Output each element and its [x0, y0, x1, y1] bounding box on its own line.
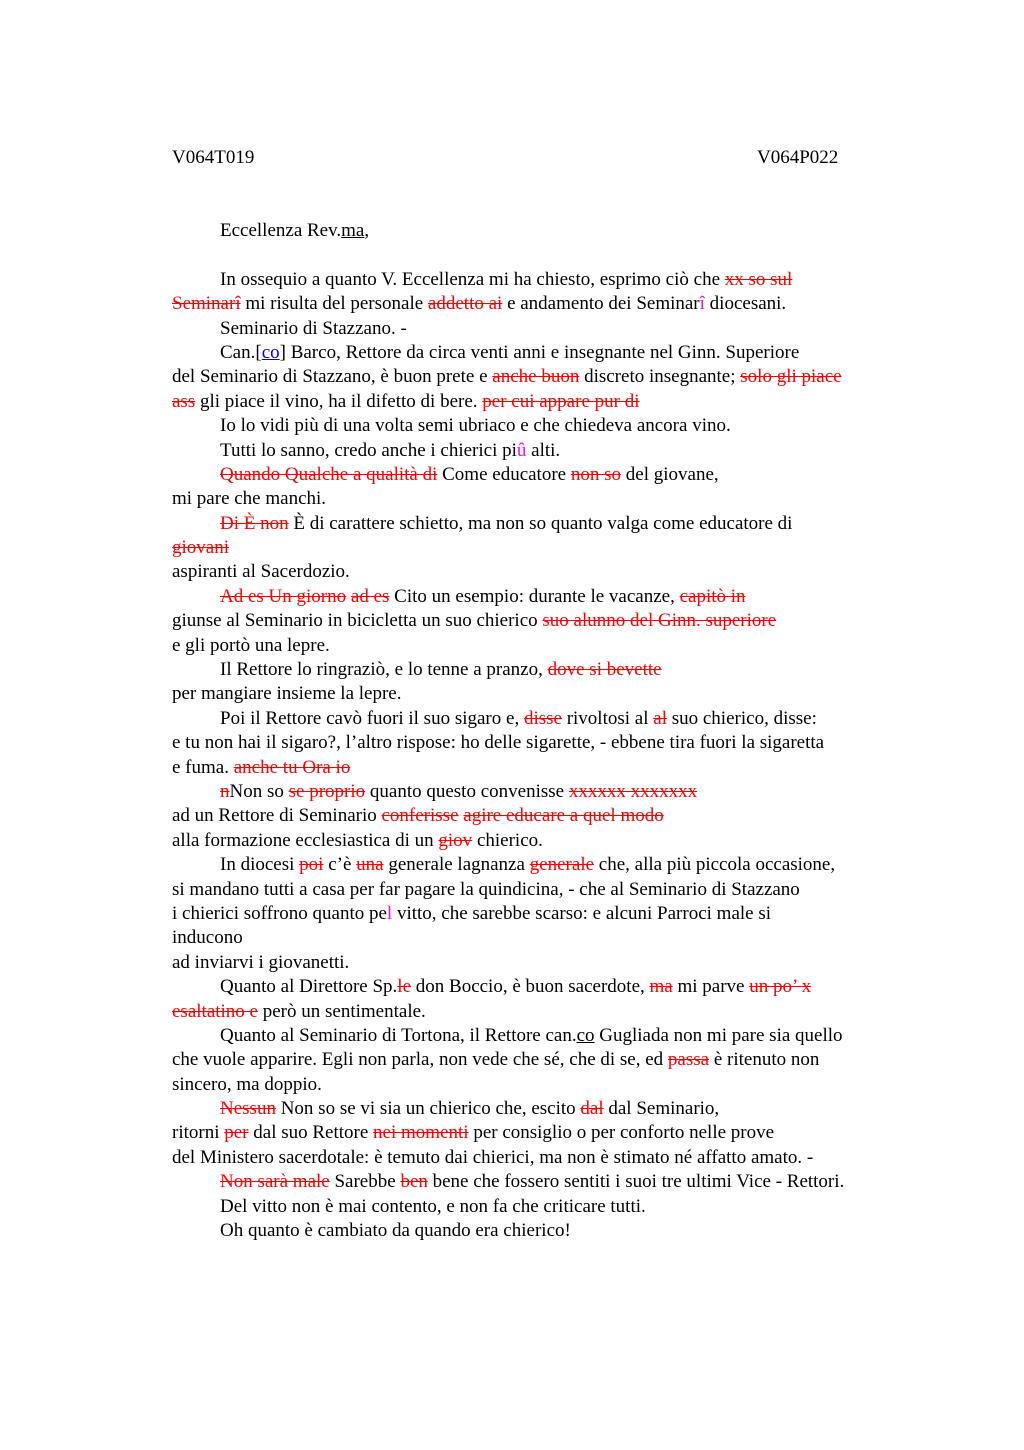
- letter-body: [172, 219, 912, 1243]
- letter-line: [172, 1024, 912, 1048]
- bracketed-insertion: co: [261, 341, 280, 363]
- text-run: che vuole apparire. Egli non parla, non vede che sé, che di se, ed: [172, 1049, 668, 1071]
- letter-line: [172, 390, 912, 414]
- deleted-text: dove si bevette: [547, 659, 662, 681]
- text-run: Sarebbe: [329, 1171, 401, 1193]
- document-code: V064T019: [172, 147, 255, 168]
- superscript-abbrev: co: [576, 1024, 595, 1046]
- deleted-text: xx so sul: [724, 268, 793, 290]
- deleted-text: poi: [299, 854, 324, 876]
- letter-line: [172, 658, 912, 682]
- text-run: si mandano tutti a casa per far pagare la quindicina, - che al Seminario di Stazzano: [172, 878, 800, 900]
- text-run: i chierici soffrono quanto pe: [172, 902, 387, 924]
- deleted-text: generale: [529, 854, 595, 876]
- text-run: Non so se vi sia un chierico che, escito: [275, 1098, 581, 1120]
- text-run: ad un Rettore di Seminario: [172, 805, 382, 827]
- text-run: Poi il Rettore cavò fuori il suo sigaro e,: [220, 707, 524, 729]
- letter-line: [172, 634, 912, 658]
- letter-line: [172, 682, 912, 706]
- text-run: aspiranti al Sacerdozio.: [172, 561, 350, 583]
- text-run: del giovane,: [621, 463, 719, 485]
- inserted-char: l: [386, 902, 393, 924]
- deleted-text: giovani: [172, 537, 229, 559]
- letter-line: [172, 1170, 912, 1194]
- letter-line: [172, 926, 912, 950]
- text-run: che, alla più piccola occasione,: [594, 854, 836, 876]
- deleted-text: solo gli piace: [740, 366, 842, 388]
- page-code: V064P022: [757, 147, 839, 168]
- deleted-text: n: [220, 780, 230, 802]
- letter-line: [172, 902, 912, 926]
- inserted-char: î: [699, 293, 705, 315]
- text-run: chierico.: [472, 829, 543, 851]
- text-run: ad inviarvi i giovanetti.: [172, 951, 350, 973]
- letter-line: [172, 1048, 912, 1072]
- text-run: per mangiare insieme la lepre.: [172, 683, 402, 705]
- deleted-text: Non sarà male: [220, 1171, 330, 1193]
- letter-line: [172, 878, 912, 902]
- letter-line: [172, 414, 912, 438]
- text-run: vitto, che sarebbe scarso: e alcuni Parroci male si: [392, 902, 772, 924]
- deleted-text: nei momenti: [373, 1122, 469, 1144]
- deleted-text: una: [356, 854, 384, 876]
- letter-line: [172, 341, 912, 365]
- letter-line: [172, 1121, 912, 1145]
- letter-line: [172, 756, 912, 780]
- text-run: Quanto al Direttore Sp.: [220, 976, 398, 998]
- letter-line: [172, 975, 912, 999]
- letter-line: [172, 1073, 912, 1097]
- text-run: Gugliada non mi pare sia quello: [594, 1024, 843, 1046]
- letter-line: [172, 219, 912, 243]
- text-run: e tu non hai il sigaro?, l’altro rispose: ho delle sigarette, - ebbene tira fuori la sigaretta: [172, 732, 825, 754]
- text-run: È di carattere schietto, ma non so quanto valga come educatore di: [288, 512, 793, 534]
- superscript-abbrev: ma: [341, 220, 365, 241]
- letter-line: [172, 731, 912, 755]
- letter-line: [172, 268, 912, 292]
- letter-line: [172, 439, 912, 463]
- letter-line: [172, 317, 912, 341]
- text-run: bene che fossero sentiti i suoi tre ultimi Vice - Rettori.: [427, 1171, 845, 1193]
- letter-line: [172, 853, 912, 877]
- text-run: c’è: [323, 854, 357, 876]
- deleted-text: ben: [400, 1171, 428, 1193]
- text-run: Non so: [229, 780, 289, 802]
- blank-line: [172, 243, 912, 267]
- deleted-text: Ad es Un giorno: [220, 585, 347, 607]
- letter-line: [172, 951, 912, 975]
- text-run: inducono: [172, 927, 243, 949]
- deleted-text: ad es: [350, 585, 390, 607]
- deleted-text: suo alunno del Ginn. superiore: [542, 610, 777, 632]
- deleted-text: non so: [570, 463, 622, 485]
- deleted-text: esaltatino e: [172, 1000, 258, 1022]
- text-run: dal Seminario,: [603, 1098, 720, 1120]
- text-run: Oh quanto è cambiato da quando era chierico!: [220, 1220, 571, 1242]
- deleted-text: per: [224, 1122, 249, 1144]
- text-run: Can.[: [220, 341, 262, 363]
- letter-line: [172, 560, 912, 584]
- deleted-text: Nessun: [220, 1098, 276, 1120]
- letter-line: [172, 365, 912, 389]
- text-run: Il Rettore lo ringraziò, e lo tenne a pranzo,: [220, 659, 548, 681]
- text-run: gli piace il vino, ha il difetto di bere.: [195, 390, 483, 412]
- text-run: diocesani.: [704, 293, 787, 315]
- inserted-char: û: [516, 439, 527, 461]
- letter-line: [172, 780, 912, 804]
- text-run: generale lagnanza: [383, 854, 530, 876]
- letter-line: [172, 487, 912, 511]
- text-run: ,: [364, 220, 370, 241]
- letter-line: [172, 829, 912, 853]
- letter-line: [172, 585, 912, 609]
- deleted-text: ass: [172, 390, 196, 412]
- deleted-text: ma: [649, 976, 673, 998]
- letter-line: [172, 1097, 912, 1121]
- deleted-text: disse: [523, 707, 562, 729]
- text-run: e fuma.: [172, 756, 234, 778]
- letter-line: [172, 1146, 912, 1170]
- deleted-text: Di È non: [220, 512, 289, 534]
- text-run: Quanto al Seminario di Tortona, il Rettore can.: [220, 1024, 577, 1046]
- deleted-text: capitò in: [679, 585, 746, 607]
- text-run: In diocesi: [220, 854, 300, 876]
- text-run: sincero, ma doppio.: [172, 1073, 322, 1095]
- text-run: Tutti lo sanno, credo anche i chierici pi: [220, 439, 517, 461]
- text-run: però un sentimentale.: [258, 1000, 426, 1022]
- text-run: e andamento dei Seminar: [502, 293, 700, 315]
- letter-line: [172, 292, 912, 316]
- text-run: mi parve: [672, 976, 750, 998]
- letter-line: [172, 536, 912, 560]
- text-run: ritorni: [172, 1122, 225, 1144]
- text-run: giunse al Seminario in bicicletta un suo chierico: [172, 610, 543, 632]
- letter-line: [172, 463, 912, 487]
- deleted-text: xxxxxx xxxxxxx: [568, 780, 698, 802]
- deleted-text: al: [653, 707, 667, 729]
- text-run: Io lo vidi più di una volta semi ubriaco e che chiedeva ancora vino.: [220, 415, 731, 437]
- text-run: quanto questo convenisse: [365, 780, 569, 802]
- deleted-text: le: [397, 976, 412, 998]
- letter-line: [172, 1219, 912, 1243]
- letter-line: [172, 609, 912, 633]
- text-run: Eccellenza Rev.: [220, 220, 342, 241]
- letter-line: [172, 804, 912, 828]
- deleted-text: dal: [580, 1098, 604, 1120]
- text-run: mi pare che manchi.: [172, 488, 327, 510]
- text-run: Come educatore: [437, 463, 571, 485]
- text-run: discreto insegnante;: [579, 366, 741, 388]
- deleted-text: giov: [438, 829, 473, 851]
- deleted-text: agire educare a quel modo: [463, 805, 664, 827]
- text-run: Seminario di Stazzano. -: [220, 317, 407, 339]
- text-run: alti.: [526, 439, 561, 461]
- letter-line: [172, 1195, 912, 1219]
- deleted-text: conferisse: [381, 805, 459, 827]
- deleted-text: Quando Qualche a qualità di: [220, 463, 438, 485]
- letter-line: [172, 512, 912, 536]
- text-run: mi risulta del personale: [240, 293, 428, 315]
- deleted-text: passa: [667, 1049, 710, 1071]
- deleted-text: se proprio: [288, 780, 366, 802]
- text-run: In ossequio a quanto V. Eccellenza mi ha chiesto, esprimo ciò che: [220, 268, 725, 290]
- deleted-text: addetto ai: [427, 293, 503, 315]
- deleted-text: anche buon: [492, 366, 580, 388]
- deleted-text: per cui appare pur di: [482, 390, 640, 412]
- letter-line: [172, 1000, 912, 1024]
- text-run: per consiglio o per conforto nelle prove: [468, 1122, 775, 1144]
- text-run: rivoltosi al: [561, 707, 654, 729]
- deleted-text: un po’ x: [749, 976, 812, 998]
- text-run: don Boccio, è buon sacerdote,: [411, 976, 650, 998]
- text-run: del Ministero sacerdotale: è temuto dai chierici, ma non è stimato né affatto amato. -: [172, 1146, 814, 1168]
- text-run: è ritenuto non: [709, 1049, 820, 1071]
- letter-line: [172, 707, 912, 731]
- text-run: suo chierico, disse:: [666, 707, 817, 729]
- deleted-text: anche tu Ora io: [233, 756, 351, 778]
- deleted-text: Seminarî: [172, 293, 241, 315]
- text-run: dal suo Rettore: [248, 1122, 374, 1144]
- text-run: Cito un esempio: durante le vacanze,: [389, 585, 680, 607]
- text-run: ] Barco, Rettore da circa venti anni e insegnante nel Ginn. Superiore: [279, 341, 800, 363]
- text-run: del Seminario di Stazzano, è buon prete e: [172, 366, 493, 388]
- text-run: e gli portò una lepre.: [172, 634, 330, 656]
- text-run: Del vitto non è mai contento, e non fa che criticare tutti.: [220, 1195, 646, 1217]
- text-run: alla formazione ecclesiastica di un: [172, 829, 439, 851]
